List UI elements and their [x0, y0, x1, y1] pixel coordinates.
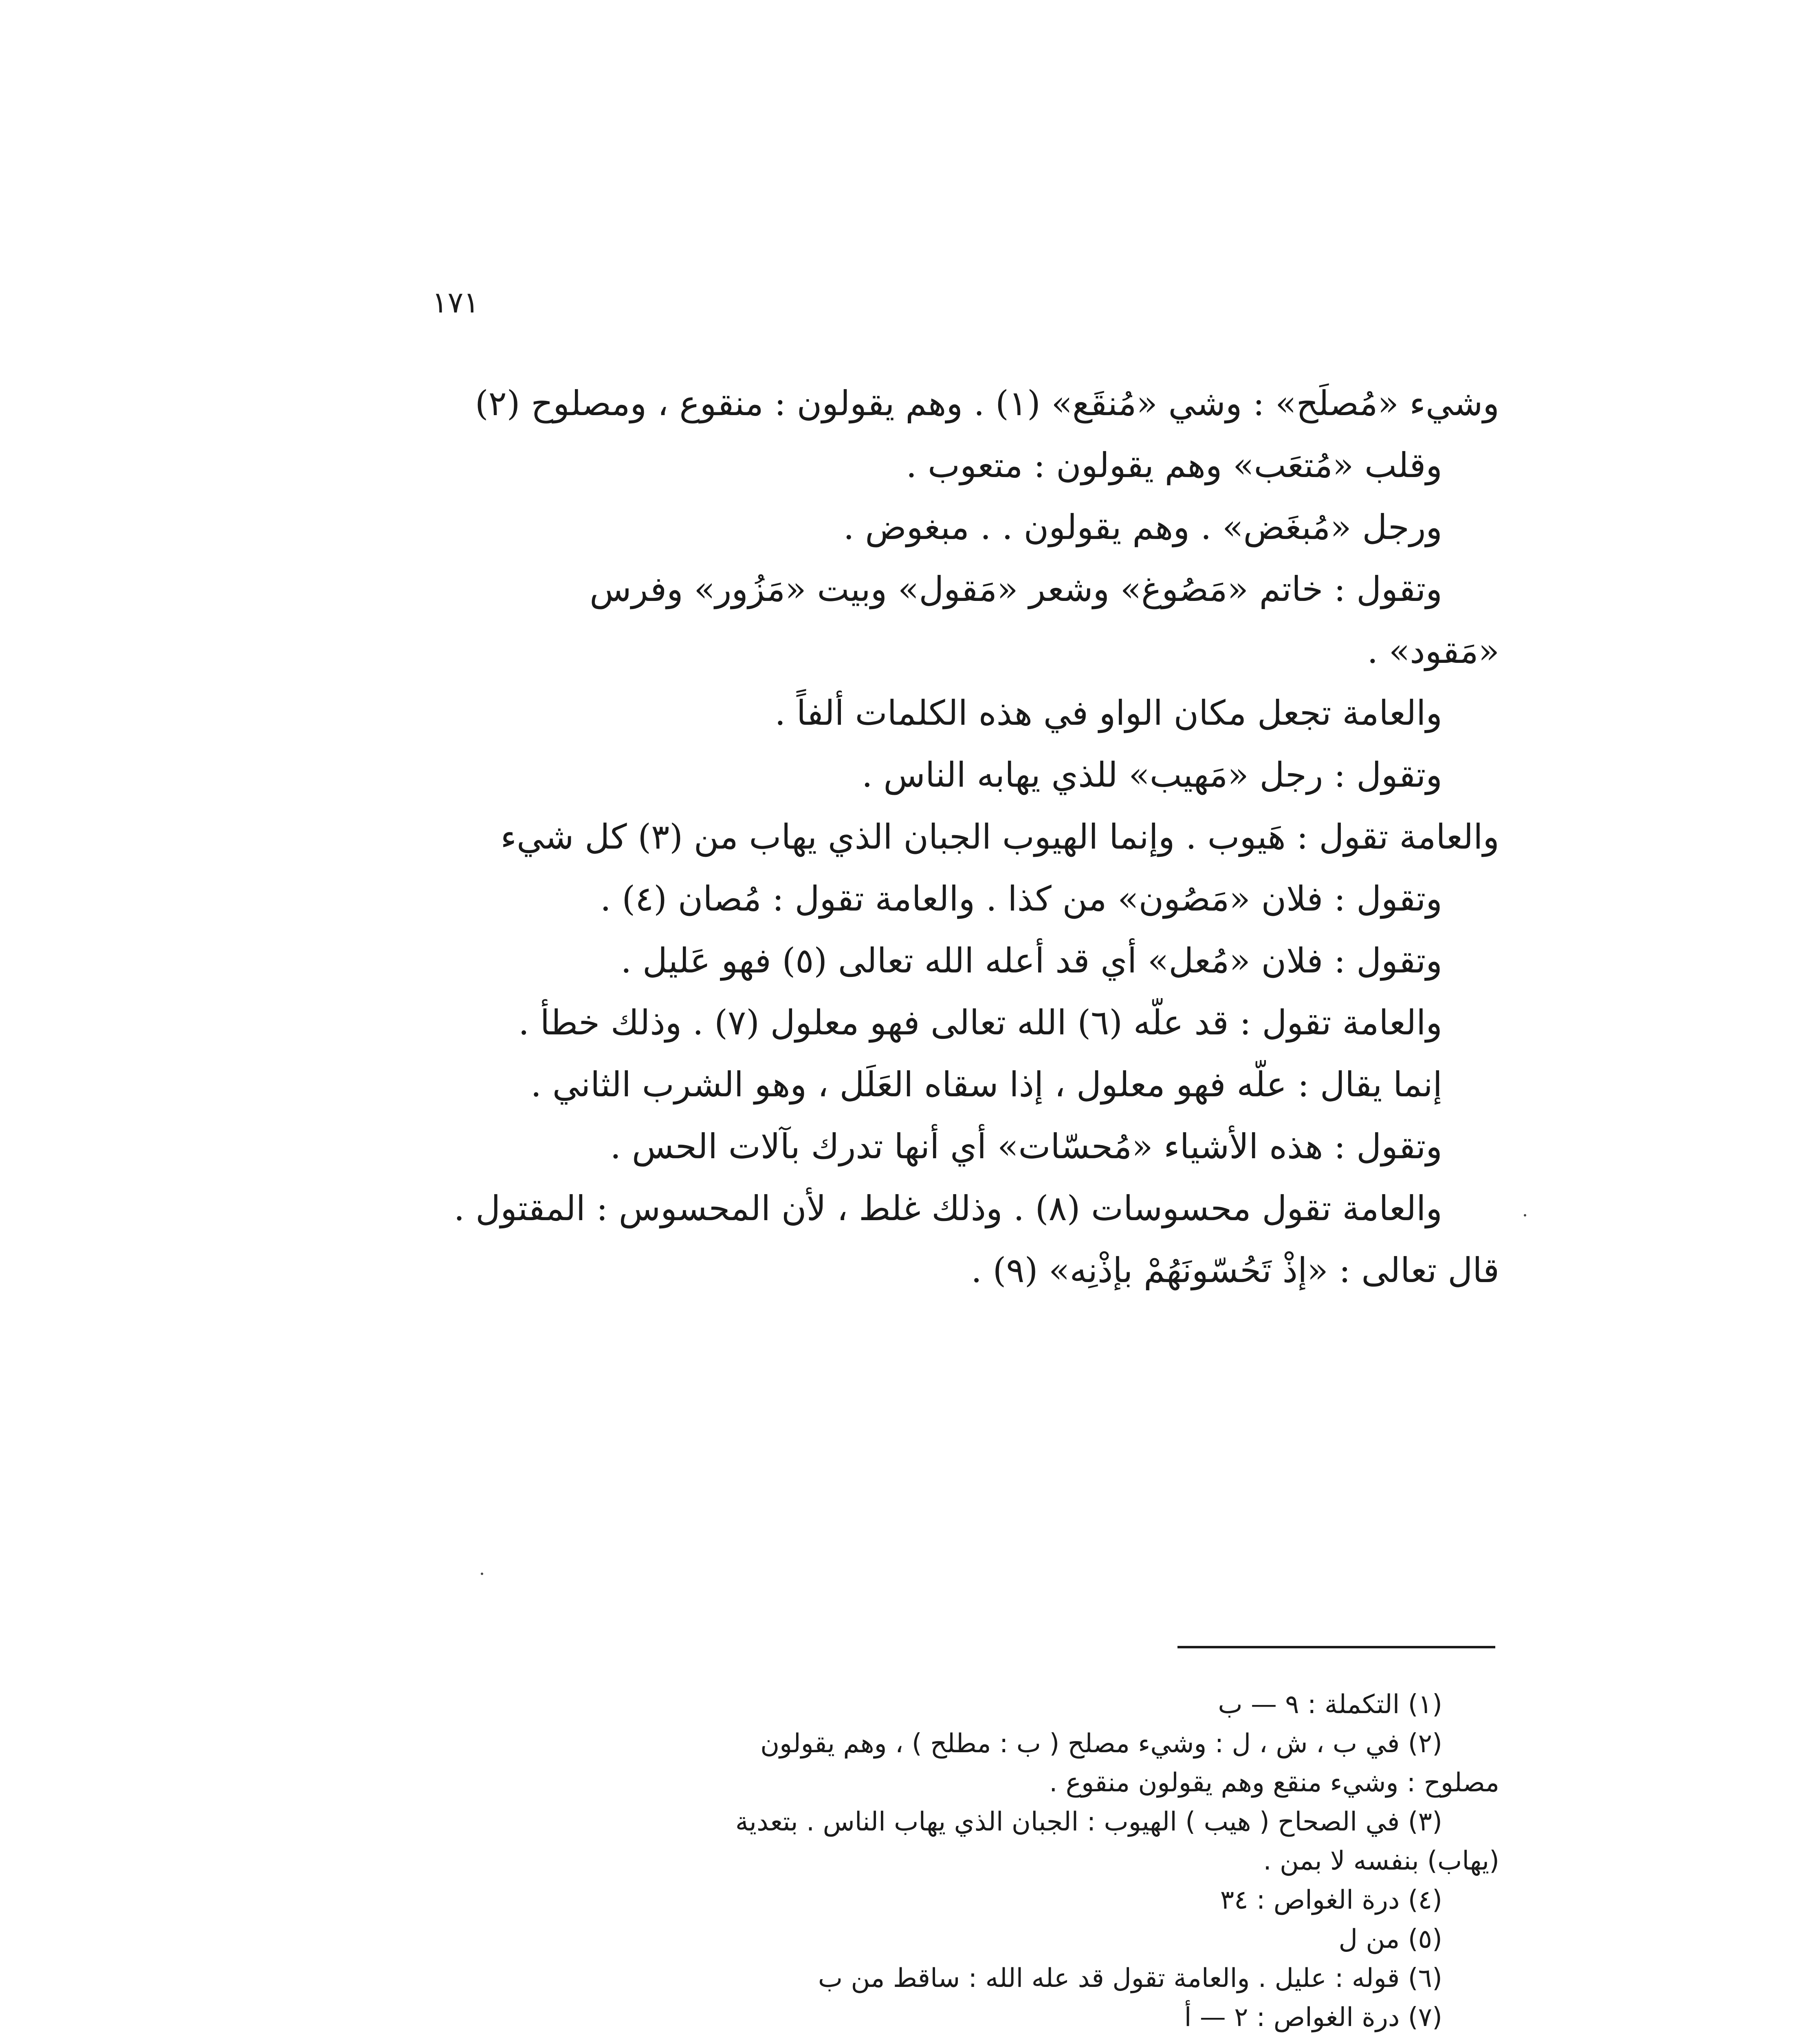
scan-speck: [481, 1573, 483, 1575]
text-line: ورجل «مُبغَض» . وهم يقولون . . مبغوض .: [843, 507, 1442, 547]
page-number: ١٧١: [432, 285, 480, 319]
footnote: (١) التكملة : ٩ — ب: [1218, 1689, 1442, 1720]
footnote-continuation: (يهاب) بنفسه لا بمن .: [1263, 1846, 1499, 1876]
footnote: (٥) من ل: [1338, 1924, 1442, 1954]
text-line: والعامة تقول : هَيوب . وإنما الهيوب الجبان الذي يهاب من (٣) كل شيء: [500, 817, 1499, 857]
footnote: (٣) في الصحاح ( هيب ) الهيوب : الجبان الذي يهاب الناس . بتعدية: [735, 1807, 1442, 1837]
text-line: وتقول : رجل «مَهيب» للذي يهابه الناس .: [862, 755, 1442, 795]
text-line: والعامة تجعل مكان الواو في هذه الكلمات ألفاً .: [775, 693, 1442, 733]
text-line: قال تعالى : «إذْ تَحُسّونَهُمْ بإذْنِه» (٩) .: [971, 1250, 1499, 1290]
main-text: [399, 379, 1499, 1308]
scan-speck: [1524, 1214, 1526, 1216]
text-line: إنما يقال : علّه فهو معلول ، إذا سقاه العَلَل ، وهو الشرب الثاني .: [530, 1065, 1442, 1104]
footnote: (٢) في ب ، ش ، ل : وشيء مصلح ( ب : مطلح ) ، وهم يقولون: [760, 1729, 1442, 1759]
text-line: «مَقود» .: [1367, 631, 1499, 671]
footnote-divider: [1177, 1646, 1495, 1648]
text-line: والعامة تقول : قد علّه (٦) الله تعالى فهو معلول (٧) . وذلك خطأ .: [518, 1003, 1442, 1043]
text-line: وتقول : فلان «مُعل» أي قد أعله الله تعالى (٥) فهو عَليل .: [621, 941, 1442, 981]
text-line: وشيء «مُصلَح» : وشي «مُنقَع» (١) . وهم يقولون : منقوع ، ومصلوح (٢): [475, 383, 1499, 423]
text-line: وقلب «مُتعَب» وهم يقولون : متعوب .: [906, 445, 1442, 485]
text-line: وتقول : خاتم «مَصُوغ» وشعر «مَقول» وبيت «مَزُور» وفرس: [590, 569, 1442, 609]
footnote-continuation: مصلوح : وشيء منقع وهم يقولون منقوع .: [1049, 1768, 1499, 1798]
footnote: (٧) درة الغواص : ٢ — أ: [1184, 2002, 1442, 2033]
footnote: (٦) قوله : عليل . والعامة تقول قد عله الله : ساقط من ب: [818, 1963, 1442, 1993]
text-line: وتقول : فلان «مَصُون» من كذا . والعامة تقول : مُصان (٤) .: [600, 879, 1442, 919]
footnotes: [359, 1687, 1499, 2037]
text-line: والعامة تقول محسوسات (٨) . وذلك غلط ، لأن المحسوس : المقتول .: [453, 1188, 1442, 1228]
footnote: (٤) درة الغواص : ٣٤: [1220, 1885, 1442, 1915]
text-line: وتقول : هذه الأشياء «مُحسّات» أي أنها تدرك بآلات الحس .: [610, 1126, 1442, 1166]
